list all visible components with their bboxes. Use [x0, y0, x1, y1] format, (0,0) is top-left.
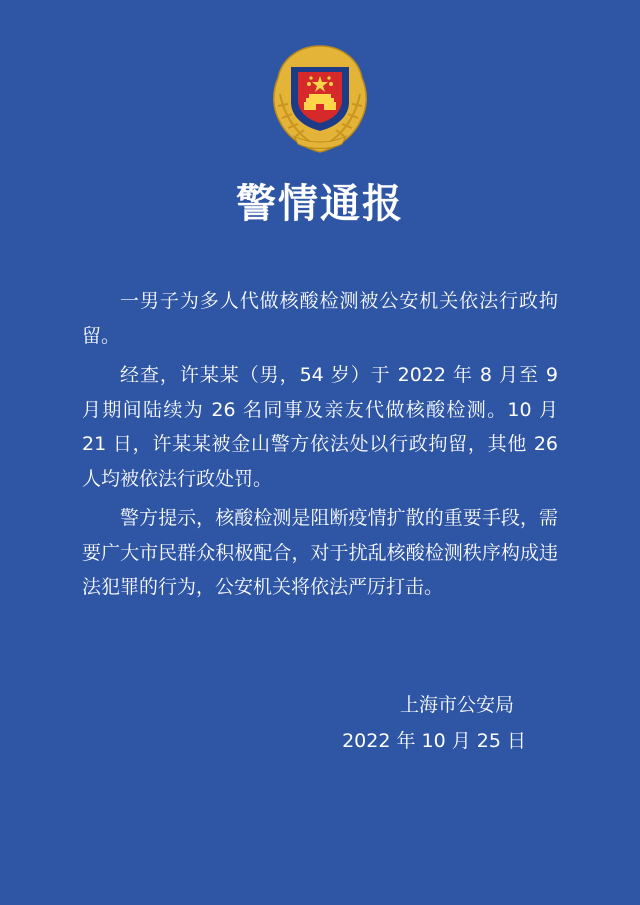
issuing-agency: 上海市公安局: [399, 694, 514, 716]
police-emblem-icon: [264, 44, 376, 156]
notice-body: [82, 284, 558, 610]
issue-date: 2022 年 10 月 25 日: [342, 730, 526, 752]
notice-paragraph: 一男子为多人代做核酸检测被公安机关依法行政拘留。: [82, 290, 558, 347]
notice-paragraph: 警方提示，核酸检测是阻断疫情扩散的重要手段，需要广大市民群众积极配合，对于扰乱核酸检测秩序构成违法犯罪的行为，公安机关将依法严厉打击。: [82, 507, 558, 598]
notice-title: 警情通报: [236, 181, 404, 227]
notice-paragraph: 经查，许某某（男，54 岁）于 2022 年 8 月至 9 月期间陆续为 26 名同事及亲友代做核酸检测。10 月 21 日，许某某被金山警方依法处以行政拘留，其他 26 人均被依法行政处罚。: [82, 364, 558, 490]
emblem-graphic: [264, 44, 376, 156]
